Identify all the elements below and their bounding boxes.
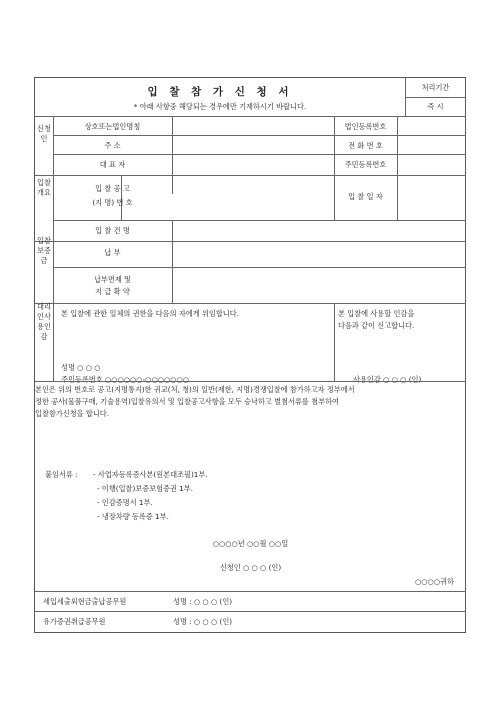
declaration-paragraph-3: 입찰참가신청을 합니다. <box>35 409 110 418</box>
official-role: 세입세출외현금출납공무원 <box>43 597 127 606</box>
seal-declaration-text-1: 본 입찰에 사용할 인감을 <box>338 309 415 318</box>
guarantee-exempt-label-2: 지 급 확 약 <box>95 287 130 296</box>
company-name-label: 상호또는법인명칭 <box>84 122 141 131</box>
official-signature: 성명 : ○ ○ ○ (인) <box>173 597 233 606</box>
address-label: 주 소 <box>104 141 121 150</box>
bid-application-form <box>34 77 466 633</box>
applicant-signature-line: 신청인 ○ ○ ○ (인) <box>219 563 282 572</box>
bid-item-label: 입 찰 건 명 <box>95 226 130 235</box>
agent-resident-no-line: 주민등록번호 ○○○○○○-○○○○○○○ <box>61 375 190 384</box>
resident-reg-no-label: 주민등록번호 <box>344 160 387 169</box>
processing-period-label: 처리기간 <box>421 83 450 92</box>
official-role: 유가증권취급공무원 <box>43 617 106 626</box>
seal-declaration-text-2: 다음과 같이 신고합니다. <box>338 321 415 330</box>
guarantee-exempt-label-1: 납부면제 및 <box>93 275 131 284</box>
recipient-line: ○○○○귀하 <box>415 577 454 586</box>
phone-label: 전 화 번 호 <box>348 141 383 150</box>
attachment-item: - 이행(입찰)보증보험증권 1부. <box>97 484 194 493</box>
guarantee-section-label: 입찰보증금 <box>37 236 51 265</box>
processing-period-value: 즉 시 <box>427 102 444 111</box>
attachment-item: - 냉장차량 등록증 1부. <box>97 512 169 521</box>
bid-overview-section-label: 입찰개요 <box>37 178 51 197</box>
official-signature: 성명 : ○ ○ ○ (인) <box>173 617 233 626</box>
applicant-section-label: 신청인 <box>37 124 51 143</box>
declaration-paragraph-2: 정한 공사(물품구매, 기술용역)입찰유의서 및 입찰공고사항을 모두 승낙하고 별첨서류를 첨부하여 <box>35 397 339 406</box>
seal-line: 사용인감 ○ ○ ○ (인) <box>353 375 422 384</box>
delegation-text: 본 입찰에 관한 일체의 권한을 다음의 자에게 위임합니다. <box>61 309 239 318</box>
attachments-label: 붙임서류 : <box>45 470 78 479</box>
attachment-item: - 인감증명서 1부. <box>97 498 153 507</box>
corp-reg-no-label: 법인등록번호 <box>344 122 387 131</box>
agent-name-line: 성명 ○ ○ ○ <box>61 363 101 372</box>
attachment-item: - 사업자등록증사본(원본대조필)1부. <box>93 470 208 479</box>
bid-date-label: 입 찰 일 자 <box>348 192 383 201</box>
form-note: * 아래 사항중 해당되는 경우에만 기재하시기 바랍니다. <box>133 102 307 111</box>
bid-notice-no-label-2: (지 명) 번 호 <box>92 198 133 207</box>
guarantee-payment-label: 납 부 <box>104 248 121 257</box>
representative-label: 대 표 자 <box>99 160 126 169</box>
agent-seal-section-label: 대리인사용인감 <box>37 302 51 341</box>
declaration-paragraph-1: 본인은 위의 번호로 공고(지명통지)한 귀교(처, 청)의 일반(제한, 지명)경쟁입찰에 참가하고자 정부에서 <box>35 385 355 394</box>
application-date: ○○○○년 ○○월 ○○일 <box>212 539 289 548</box>
form-title: 입 찰 참 가 신 청 서 <box>147 86 293 98</box>
bid-notice-no-label-1: 입 찰 공 고 <box>95 184 130 193</box>
